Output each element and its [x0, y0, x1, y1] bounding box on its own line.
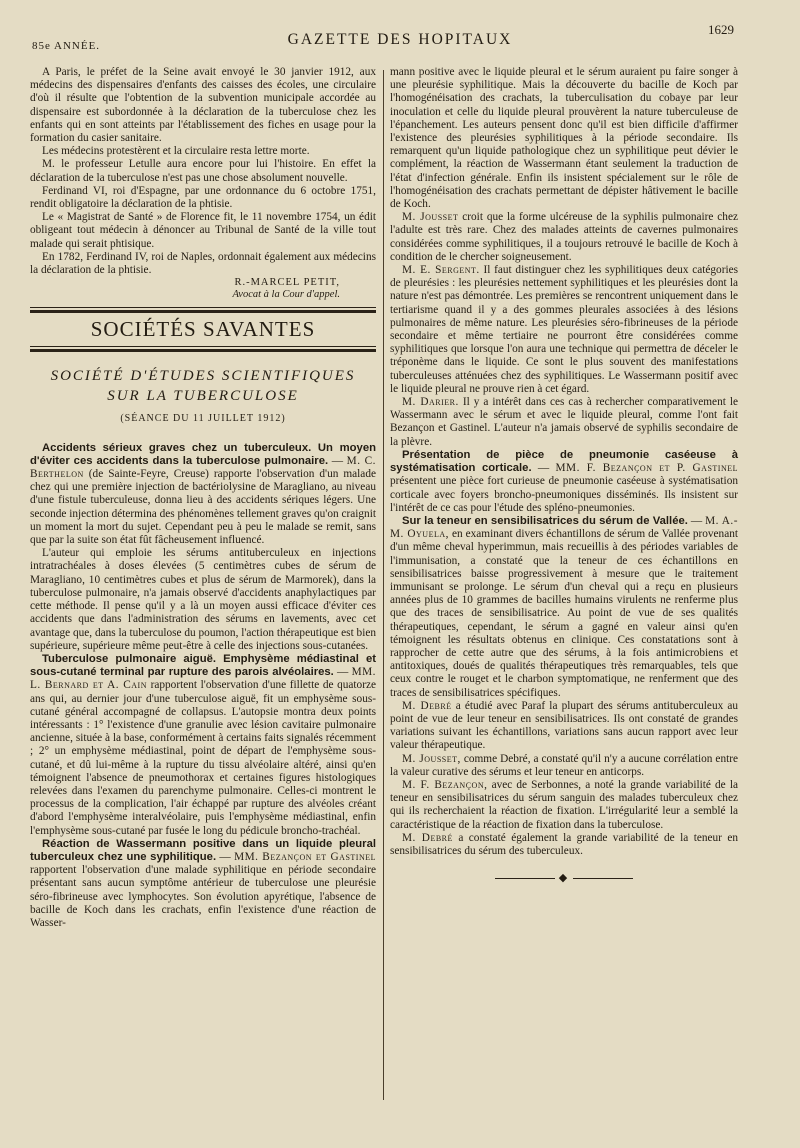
paragraph: [390, 264, 738, 396]
end-ornament: ◆: [390, 872, 738, 885]
paragraph-text: avec de Serbonnes, a noté la grande variabilité de la teneur en sensibilisatrices du sérum sanguin des malades tuberculeux chez qui ils recherchaient la réaction de fixation. L'irrégularité leur a semblé la caractéristique de la réaction de fixation dans la tuberculose.: [390, 778, 738, 831]
article-paragraph: Réaction de Wassermann positive dans un liquide pleural tuberculeux chez une syphilitique. — MM. Bezançon et Gastinel rapportent l'observation d'une malade syphilitique en période secondaire présentant sans aucun symptôme antérieur de tuberculose une pleurésie séro-fibrineuse avec lymphocytes. Son évolution apyrétique, l'absence de bacille de Koch dans les crachats, enfin l'existence d'une réaction de Wasser-: [30, 837, 376, 929]
article-paragraph: Présentation de pièce de pneumonie caséeuse à systématisation corticale. — MM. F. Bezançon et P. Gastinel présentent une pièce fort curieuse de pneumonie caséeuse à systématisation corticale avec foyers broncho-pneumoniques disséminés. Ils insistent sur l'intérêt de ce cas pour l'étude des spléno-pneumonies.: [390, 448, 738, 514]
right-column: [390, 66, 738, 885]
article-author: MM. L. Bernard et A. Cain: [30, 666, 376, 692]
article-title: Réaction de Wassermann positive dans un liquide pleural tuberculeux chez une syphilitique.: [30, 837, 376, 863]
section-rule: [30, 349, 376, 352]
section-rule: [30, 346, 376, 347]
article-paragraph: Tuberculose pulmonaire aiguë. Emphysème médiastinal et sous-cutané terminal par rupture des parois alvéolaires. — MM. L. Bernard et A. Cain rapportent l'observation d'une fillette de quatorze ans qui, au dernier jour d'une tuberculose aiguë, fit un emphysème sous-cutané général accompagné de collapsus. L'autopsie montra deux points intéressants : 1° l'existence d'une granulie avec lésion cavitaire pulmonaire ancienne, située à la base, conformément à certains faits signalés récemment ; 2° un emphysème médiastinal, point de départ de l'emphysème sous-cutané, et dû lui-même à la rupture du tissu alvéolaire altéré, ainsi qu'en témoignent l'absence de pneumothorax et certaines figures histologiques relevées dans l'examen du parenchyme pulmonaire. Celles-ci montrent le processus de la complication, l'air échappé par rupture des alvéoles créant d'abord l'emphysème interalvéolaire, puis l'emphysème médiastinal, enfin l'emphysème sous-cutané par fusée le long du pédicule broncho-trachéal.: [30, 652, 376, 837]
author-name: R.-MARCEL PETIT,: [234, 277, 340, 289]
paragraph-text: a constaté également la grande variabilité de la teneur en sensibilisatrices du sérum des tuberculeux.: [390, 831, 739, 857]
article-paragraph: Accidents sérieux graves chez un tuberculeux. Un moyen d'éviter ces accidents dans la tuberculose pulmonaire. — M. C. Berthelon (de Sainte-Feyre, Creuse) rapporte l'observation d'un malade chez qui une première injection de bactériolysine de Maragliano, au niveau d'une fistule tuberculeuse, donna lieu à des accidents sériques légers. Une seconde injection détermina des phénomènes tellement graves qu'on craignit un moment la mort du sujet. Cependant peu à peu le malade se remit, sans que par la suite son état fût fâcheusement influencé.: [30, 441, 376, 547]
article-author: M. A.-M. Oyuela,: [390, 514, 738, 541]
speaker: M. Darier.: [402, 396, 459, 409]
paragraph: [390, 779, 738, 832]
paragraph: [390, 396, 738, 449]
article-title: Accidents sérieux graves chez un tuberculeux. Un moyen d'éviter ces accidents dans la tuberculose pulmonaire.: [30, 441, 376, 467]
paragraph-text: comme Debré, a constaté qu'il n'y a aucune corrélation entre la valeur curative des sérums et leur teneur en anticorps.: [390, 752, 739, 778]
paragraph: M. le professeur Letulle aura encore pour lui l'histoire. En effet la déclaration de la tuberculose n'est pas une chose absolument nouvelle.: [30, 158, 376, 184]
page-header: [0, 0, 800, 60]
column-divider: [383, 70, 384, 1100]
article-text: rapportent l'observation d'une fillette de quatorze ans qui, au dernier jour d'une tuberculose aiguë, fit un emphysème sous-cutané général accompagné de collapsus. L'autopsie montra deux points intéressants : 1° l'existence d'une granulie avec lésion cavitaire pulmonaire ancienne, située à la base, conformément à certains faits signalés récemment ; 2° un emphysème médiastinal, point de départ de l'emphysème sous-cutané, et dû lui-même à la rupture du tissu alvéolaire altéré, ainsi qu'en témoignent l'absence de pneumothorax et certaines figures histologiques relevées dans l'examen du parenchyme pulmonaire. Celles-ci montrent le processus de la complication, l'air échappé par rupture des alvéoles créant d'abord l'emphysème interalvéolaire, puis l'emphysème médiastinal, enfin l'emphysème sous-cutané par fusée le long du pédicule broncho-trachéal.: [30, 679, 376, 837]
signature: [30, 277, 340, 301]
speaker: M. Debré: [402, 831, 453, 844]
society-title-line: SOCIÉTÉ D'ÉTUDES SCIENTIFIQUES: [50, 368, 356, 385]
article-text: (de Sainte-Feyre, Creuse) rapporte l'observation d'un malade chez qui une première injection de bactériolysine de Maragliano, au niveau d'une fistule tuberculeuse, donna lieu à des accidents sériques légers. Une seconde injection détermina des phénomènes tellement graves qu'on craignit un moment la mort du sujet. Cependant peu à peu le malade se remit, sans que par la suite son état fût fâcheusement influencé.: [30, 468, 376, 547]
article-text: en examinant divers échantillons de sérum de Vallée provenant d'un même cheval hyperimmun, mais recueillis à des périodes variables de l'immunisation, a constaté que la teneur de ces échantillons en sensibilisatrices baisse progressivement à mesure que le traitement immunisant se prolonge. Le sérum d'un cheval qui a reçu en plusieurs années plus de 10 grammes de bacilles humains virulents ne renferme plus que des traces de sensibilisatrice. Au point de vue de ses qualités thérapeutiques, cependant, le sérum a gagné en valeur ainsi qu'en témoignent les résultats obtenus en clinique. Ces constatations sont à rapprocher de cette autre que des sérums, à la fois antimicrobiens et antitoxiques, doués de qualités thérapeutiques très remarquables, tels que ceux contre le rouget et le charbon symptomatique, ne renferment que des traces de sensibilisatrices spécifiques.: [390, 528, 738, 699]
paragraph: A Paris, le préfet de la Seine avait envoyé le 30 janvier 1912, aux médecins des dispensaires d'enfants des caisses des écoles, une circulaire d'où il résulte que l'obtention de la subvention municipale accordée au dispensaire est subordonnée à la déclaration de la tuberculose chez les enfants qui en sont atteints par l'établissement des fiches en usage pour la formation du casier sanitaire.: [30, 66, 376, 145]
article-text: présentent une pièce fort curieuse de pneumonie caséeuse à systématisation corticale avec foyers broncho-pneumoniques disséminés. Ils insistent sur l'intérêt de ce cas pour l'étude des spléno-pneumonies.: [390, 475, 738, 514]
volume-year: 85e ANNÉE.: [32, 40, 101, 52]
speaker: M. Jousset,: [402, 752, 461, 765]
paragraph-text: a étudié avec Paraf la plupart des sérums antituberculeux au point de vue de leur teneur en sensibilisatrices. Ils ont constaté de grandes variations suivant les échantillons, variations sans aucun rapport avec leur valeur thérapeutique.: [390, 699, 739, 752]
page-number: 1629: [708, 22, 734, 37]
paragraph: [390, 753, 738, 779]
speaker: M. F. Bezançon,: [402, 778, 488, 791]
paragraph-text: croit que la forme ulcéreuse de la syphilis pulmonaire chez l'adulte est très rare. Chez des malades atteints de cavernes pulmonaires considérées comme syphilitiques, il a toujours retrouvé le bacille de Koch à condition de le chercher soigneusement.: [390, 211, 738, 263]
article-text: rapportent l'observation d'une malade syphilitique en période secondaire présentant sans aucun symptôme antérieur de tuberculose une pleurésie séro-fibrineuse avec lymphocytes. Son évolution apyrétique, l'absence de bacille de Koch dans les crachats, enfin l'existence d'une réaction de Wasser-: [30, 864, 376, 929]
section-rule: [30, 307, 376, 308]
paragraph: [390, 832, 738, 858]
left-column: [30, 66, 376, 930]
society-title: [30, 366, 376, 406]
paragraph: [390, 700, 738, 753]
paragraph: Les médecins protestèrent et la circulaire resta lettre morte.: [42, 145, 310, 158]
article-author: M. C. Berthelon: [30, 454, 376, 481]
article-title: Tuberculose pulmonaire aiguë. Emphysème médiastinal et sous-cutané terminal par rupture des parois alvéolaires.: [30, 652, 376, 679]
paragraph-text: Il y a intérêt dans ces cas à rechercher comparativement le Wassermann avec le sérum et avec le liquide pleural, comme l'ont fait Bezançon et Gastinel. L'auteur n'a jamais observé de syphilis secondaire de la plèvre.: [390, 396, 739, 448]
paragraph: Le « Magistrat de Santé » de Florence fit, le 11 novembre 1754, un édit obligeant tout médecin à dénoncer au Tribunal de Santé de la ville tout malade qui serait phtisique.: [30, 211, 376, 250]
article-title: Présentation de pièce de pneumonie caséeuse à systématisation corticale.: [390, 448, 738, 475]
article-title: Sur la teneur en sensibilisatrices du sérum de Vallée.: [402, 514, 688, 527]
speaker: M. Debré: [402, 699, 452, 712]
article-author: MM. F. Bezançon et P. Gastinel: [555, 462, 738, 475]
paragraph: [390, 211, 738, 264]
section-rule: [30, 310, 376, 313]
society-title-line: SUR LA TUBERCULOSE: [107, 388, 299, 405]
paragraph: L'auteur qui emploie les sérums antituberculeux en injections intratrachéales à doses élevées (5 centimètres cubes de sérum de Maragliano, 10 centimètres cubes et plus de sérum de Marmorek), dans la tuberculose pulmonaire, n'a jamais observé d'accidents anaphylactiques par cette méthode. Il pense qu'il y a là un moyen aussi efficace d'éviter ces accidents que dans l'administration des sérums en lavements, avec cet avantage que, dans la tuberculose du poumon, l'action thérapeutique est bien supérieure, supérieure même peut-être à celle des injections sous-cutanées.: [30, 547, 376, 652]
paragraph-text: Il faut distinguer chez les syphilitiques deux catégories de pleurésies : les pleurésies nettement syphilitiques et les pleurésies dont la nature n'est pas démontrée. Les premières se rencontrent uniquement dans le tertiarisme quand il y a des gommes pleurales associées à des lésions pulmonaires de même nature. Les pleurésies séro-fibrineuses de la période secondaire et même tertiaire ne pourront être considérées comme syphilitiques que lorsque l'on aura une technique qui permettra de déceler le tréponème dans le liquide. Ce sont le plus souvent des manifestations tuberculeuses atténuées chez des syphilitiques. Le Wassermann positif avec le liquide pleural ne prouve rien à cet égard.: [390, 264, 739, 395]
article-author: MM. Bezançon et Gastinel: [234, 850, 376, 863]
speaker: M. E. Sergent.: [402, 264, 480, 277]
paragraph: mann positive avec le liquide pleural et le sérum auraient pu faire songer à une pleurésie syphilitique. Mais la découverte du bacille de Koch par l'homogénéisation des crachats, la tuberculisation du cobaye par leur inoculation et celle du liquide pleural prouvèrent la nature tuberculeuse de l'épanchement. Les auteurs pensent donc qu'il est bien difficile d'affirmer l'existence des pleurésies syphilitiques à la période secondaire. Ils remarquent qu'un liquide pathologique chez un syphilitique peut dévier le complément, la réaction de Wassermann étant seulement la traduction de l'état d'infection générale. Enfin ils insistent spécialement sur le rôle de l'homogénéisation des crachats permettant de dépister hâtivement le bacille de Koch.: [390, 66, 738, 211]
author-title: Avocat à la Cour d'appel.: [232, 289, 340, 301]
publication-title: GAZETTE DES HOPITAUX: [287, 31, 513, 48]
paragraph: En 1782, Ferdinand IV, roi de Naples, ordonnait également aux médecins la déclaration de la phtisie.: [30, 250, 376, 277]
speaker: M. Jousset: [402, 211, 459, 224]
session-date: (SÉANCE DU 11 JUILLET 1912): [120, 413, 286, 425]
paragraph: Ferdinand VI, roi d'Espagne, par une ordonnance du 6 octobre 1751, rendit obligatoire la déclaration de la phtisie.: [30, 184, 376, 211]
article-paragraph: Sur la teneur en sensibilisatrices du sérum de Vallée. — M. A.-M. Oyuela, en examinant divers échantillons de sérum de Vallée provenant d'un même cheval hyperimmun, mais recueillis à des périodes variables de l'immunisation, a constaté que la teneur de ces échantillons en sensibilisatrices baisse progressivement à mesure que le traitement immunisant se prolonge. Le sérum d'un cheval qui a reçu en plusieurs années plus de 10 grammes de bacilles humains virulents ne renferme plus que des traces de sensibilisatrice. Au point de vue de ses qualités thérapeutiques, cependant, le sérum a gagné en valeur ainsi qu'en témoignent les résultats obtenus en clinique. Ces constatations sont à rapprocher de cette autre que des sérums, à la fois antimicrobiens et antitoxiques, doués de qualités thérapeutiques très remarquables, tels que ceux contre le rouget et le charbon symptomatique, ne renferment que des traces de sensibilisatrices spécifiques.: [390, 514, 738, 699]
section-title: SOCIÉTÉS SAVANTES: [90, 317, 316, 342]
